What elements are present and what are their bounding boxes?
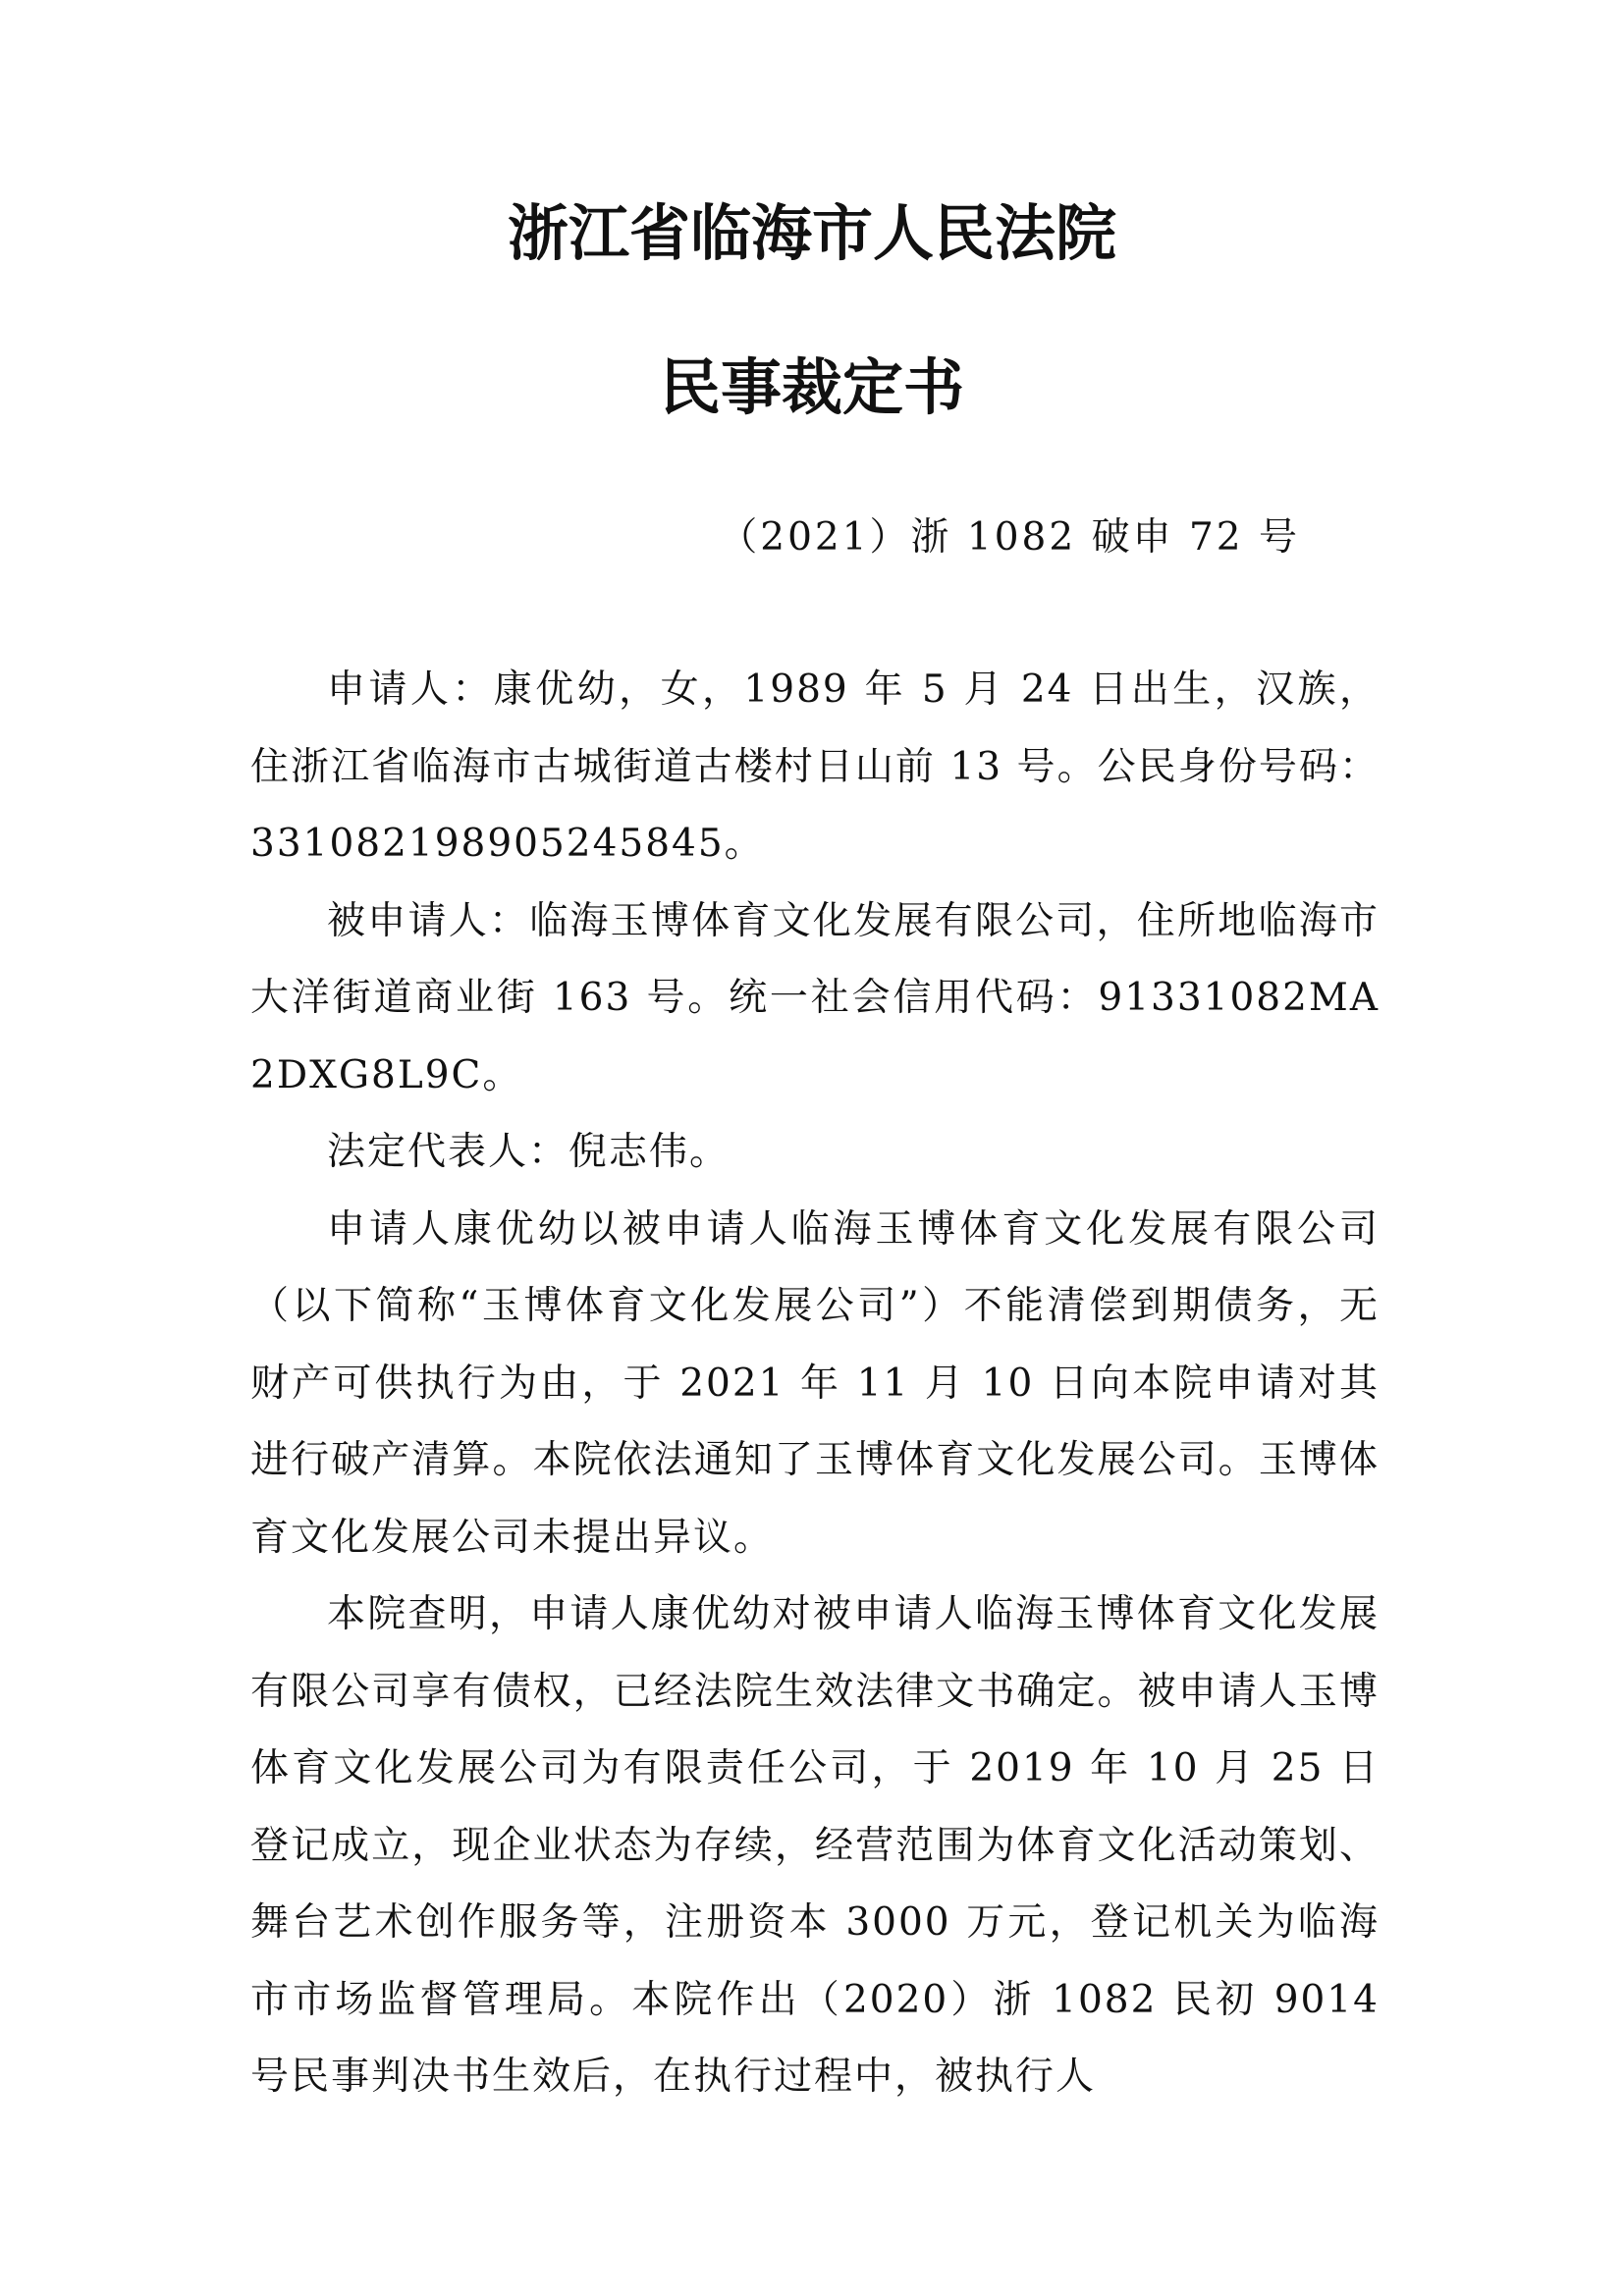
court-name-heading: 浙江省临海市人民法院 [507,197,1116,269]
case-number: （2021）浙 1082 破申 72 号 [719,515,1300,560]
court-findings-paragraph: 本院查明，申请人康优幼对被申请人临海玉博体育文化发展有限公司享有债权，已经法院生效法律文书确定。被申请人玉博体育文化发展公司为有限责任公司，于 2019 年 10 月 25 日登记成立，现企业状态为存续，经营范围为体育文化活动策划、舞台艺术创作服务等，注册资本 3000 万元，登记机关为临海市市场监督管理局。本院作出（2020）浙 1082 民初 9014 号民事判决书生效后，在执行过程中，被执行人 [250,1592,1380,2099]
document-type-heading: 民事裁定书 [659,351,964,423]
ruling-body [250,652,1380,2116]
application-facts-paragraph: 申请人康优幼以被申请人临海玉博体育文化发展有限公司（以下简称“玉博体育文化发展公司”）不能清偿到期债务，无财产可供执行为由，于 2021 年 11 月 10 日向本院申请对其进行破产清算。本院依法通知了玉博体育文化发展公司。玉博体育文化发展公司未提出异议。 [250,1206,1380,1560]
legal-representative-paragraph: 法定代表人：倪志伟。 [327,1130,731,1174]
applicant-paragraph: 申请人：康优幼，女，1989 年 5 月 24 日出生，汉族，住浙江省临海市古城街道古楼村日山前 13 号。公民身份号码：331082198905245845。 [250,667,1380,866]
respondent-paragraph: 被申请人：临海玉博体育文化发展有限公司，住所地临海市大洋街道商业街 163 号。统一社会信用代码：91331082MA2DXG8L9C。 [250,898,1380,1097]
